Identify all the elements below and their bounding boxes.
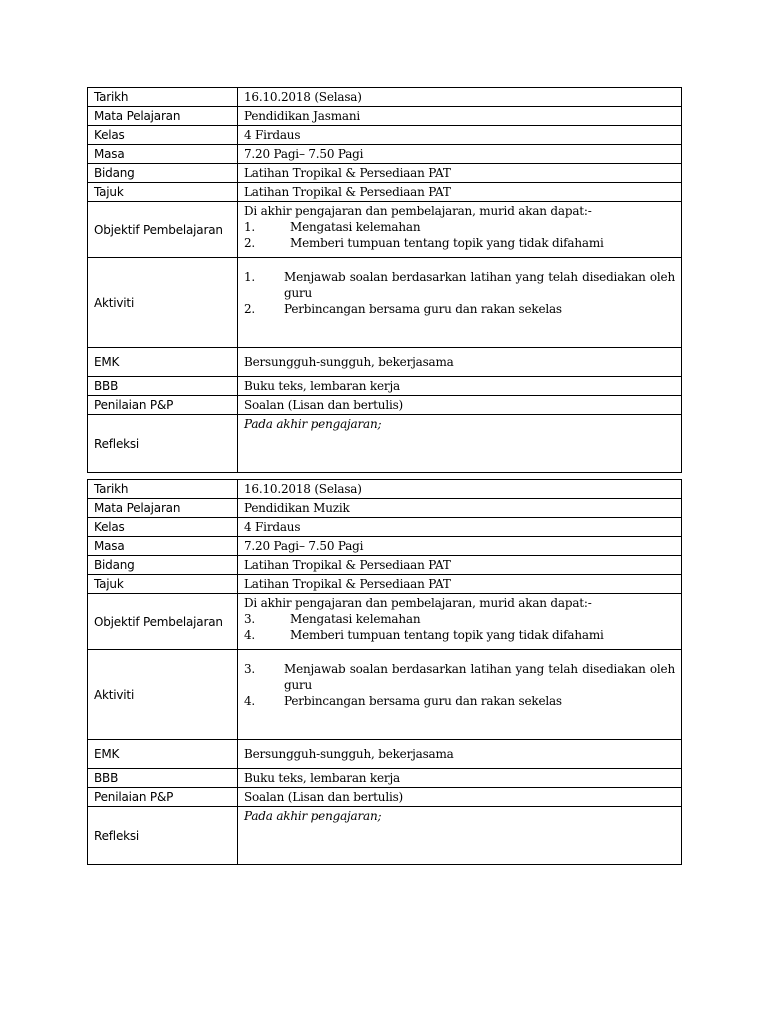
bbb-value: Buku teks, lembaran kerja xyxy=(238,769,682,788)
kelas-value: 4 Firdaus xyxy=(238,126,682,145)
bbb-value: Buku teks, lembaran kerja xyxy=(238,377,682,396)
lesson-plan-table-1 xyxy=(87,87,682,473)
objektif-item-text: Mengatasi kelemahan xyxy=(290,220,421,234)
bidang-value: Latihan Tropikal & Persediaan PAT xyxy=(238,556,682,575)
bidang-label: Bidang xyxy=(88,164,238,183)
mata-pelajaran-value: Pendidikan Muzik xyxy=(238,499,682,518)
penilaian-value: Soalan (Lisan dan bertulis) xyxy=(238,788,682,807)
kelas-label: Kelas xyxy=(88,518,238,537)
bidang-label: Bidang xyxy=(88,556,238,575)
objektif-intro: Di akhir pengajaran dan pembelajaran, murid akan dapat:- xyxy=(244,204,592,218)
mata-pelajaran-label: Mata Pelajaran xyxy=(88,107,238,126)
bbb-label: BBB xyxy=(88,377,238,396)
masa-label: Masa xyxy=(88,145,238,164)
objektif-label: Objektif Pembelajaran xyxy=(88,202,238,258)
tarikh-label: Tarikh xyxy=(88,88,238,107)
emk-value: Bersungguh-sungguh, bekerjasama xyxy=(238,348,682,377)
kelas-label: Kelas xyxy=(88,126,238,145)
mata-pelajaran-value: Pendidikan Jasmani xyxy=(238,107,682,126)
refleksi-label: Refleksi xyxy=(88,807,238,865)
emk-label: EMK xyxy=(88,348,238,377)
tarikh-value: 16.10.2018 (Selasa) xyxy=(238,480,682,499)
refleksi-value: Pada akhir pengajaran; xyxy=(238,415,682,473)
objektif-item-text: Mengatasi kelemahan xyxy=(290,612,421,626)
aktiviti-label: Aktiviti xyxy=(88,258,238,348)
aktiviti-item-number: 1. xyxy=(244,270,256,284)
masa-value: 7.20 Pagi– 7.50 Pagi xyxy=(238,145,682,164)
objektif-item xyxy=(244,611,675,627)
objektif-item xyxy=(244,235,675,251)
aktiviti-item-number: 3. xyxy=(244,662,256,676)
objektif-item-number: 3. xyxy=(244,612,256,626)
aktiviti-item xyxy=(244,661,675,693)
objektif-label: Objektif Pembelajaran xyxy=(88,594,238,650)
penilaian-label: Penilaian P&P xyxy=(88,396,238,415)
masa-value: 7.20 Pagi– 7.50 Pagi xyxy=(238,537,682,556)
objektif-value xyxy=(238,202,682,258)
aktiviti-value xyxy=(238,650,682,740)
tarikh-value: 16.10.2018 (Selasa) xyxy=(238,88,682,107)
aktiviti-item-text: Perbincangan bersama guru dan rakan sekelas xyxy=(284,694,562,708)
tajuk-label: Tajuk xyxy=(88,575,238,594)
penilaian-value: Soalan (Lisan dan bertulis) xyxy=(238,396,682,415)
aktiviti-value xyxy=(238,258,682,348)
objektif-item-text: Memberi tumpuan tentang topik yang tidak difahami xyxy=(290,628,604,642)
aktiviti-item-text: Menjawab soalan berdasarkan latihan yang telah disediakan oleh guru xyxy=(284,270,675,300)
objektif-item-number: 2. xyxy=(244,236,256,250)
masa-label: Masa xyxy=(88,537,238,556)
objektif-value xyxy=(238,594,682,650)
aktiviti-item-number: 4. xyxy=(244,694,256,708)
penilaian-label: Penilaian P&P xyxy=(88,788,238,807)
aktiviti-item xyxy=(244,693,675,709)
kelas-value: 4 Firdaus xyxy=(238,518,682,537)
objektif-item-text: Memberi tumpuan tentang topik yang tidak difahami xyxy=(290,236,604,250)
tarikh-label: Tarikh xyxy=(88,480,238,499)
emk-label: EMK xyxy=(88,740,238,769)
mata-pelajaran-label: Mata Pelajaran xyxy=(88,499,238,518)
bidang-value: Latihan Tropikal & Persediaan PAT xyxy=(238,164,682,183)
refleksi-label: Refleksi xyxy=(88,415,238,473)
refleksi-value: Pada akhir pengajaran; xyxy=(238,807,682,865)
aktiviti-item-text: Perbincangan bersama guru dan rakan sekelas xyxy=(284,302,562,316)
aktiviti-label: Aktiviti xyxy=(88,650,238,740)
aktiviti-item xyxy=(244,301,675,317)
tajuk-value: Latihan Tropikal & Persediaan PAT xyxy=(238,183,682,202)
tajuk-label: Tajuk xyxy=(88,183,238,202)
objektif-item-number: 1. xyxy=(244,220,256,234)
aktiviti-item-number: 2. xyxy=(244,302,256,316)
lesson-plan-table-2 xyxy=(87,479,682,865)
objektif-item-number: 4. xyxy=(244,628,256,642)
emk-value: Bersungguh-sungguh, bekerjasama xyxy=(238,740,682,769)
aktiviti-item xyxy=(244,269,675,301)
aktiviti-item-text: Menjawab soalan berdasarkan latihan yang telah disediakan oleh guru xyxy=(284,662,675,692)
tajuk-value: Latihan Tropikal & Persediaan PAT xyxy=(238,575,682,594)
objektif-item xyxy=(244,627,675,643)
objektif-item xyxy=(244,219,675,235)
bbb-label: BBB xyxy=(88,769,238,788)
objektif-intro: Di akhir pengajaran dan pembelajaran, murid akan dapat:- xyxy=(244,596,592,610)
